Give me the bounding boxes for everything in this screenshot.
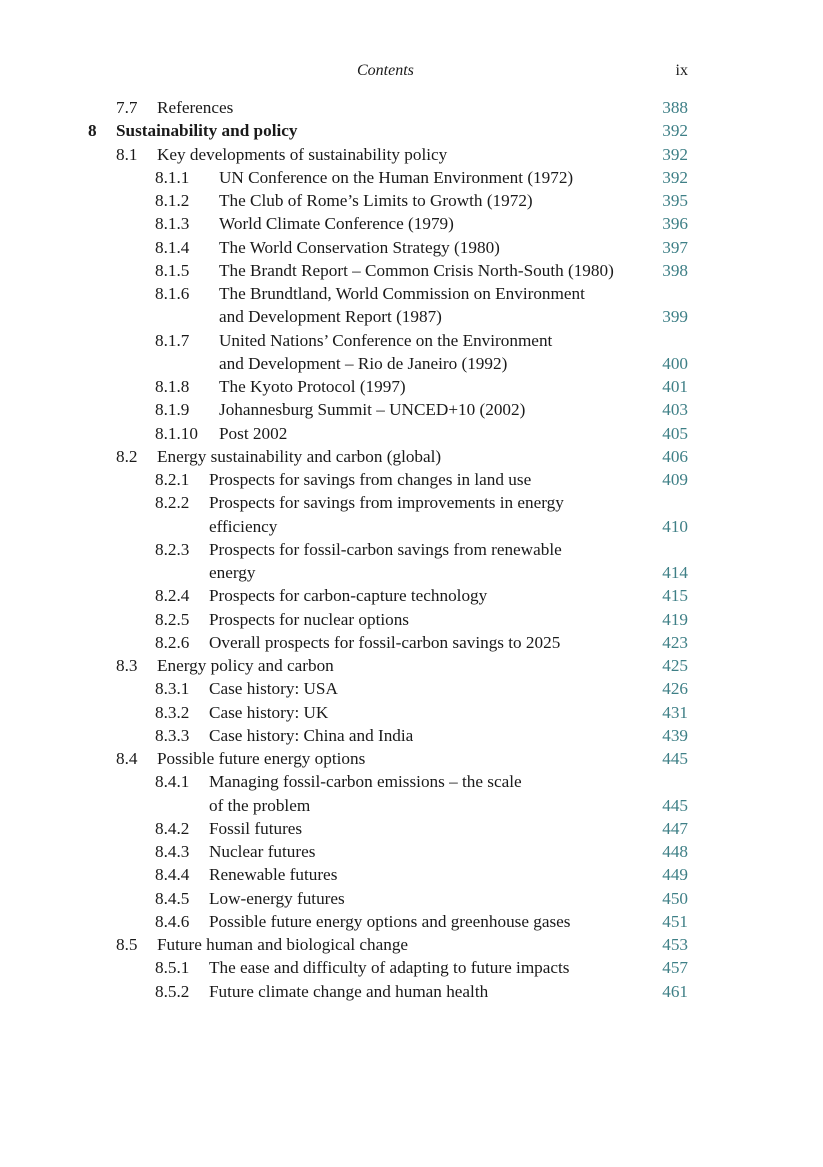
toc-entry-title-line: Fossil futures [209, 818, 303, 838]
toc-entry-number: 8.1.8 [155, 377, 190, 396]
toc-entry-page-link[interactable]: 453 [662, 935, 688, 954]
toc-entry-section[interactable] [0, 96, 823, 119]
toc-entry-sub-wide[interactable] [0, 189, 823, 212]
toc-entry-page-link[interactable]: 392 [662, 144, 688, 164]
toc-entry-title-line: energy [209, 563, 256, 582]
toc-entry-number: 8.2.1 [155, 470, 190, 489]
toc-entry-number: 7.7 [116, 98, 138, 117]
toc-entry-number: 8.3.1 [155, 679, 190, 699]
toc-entry-number: 8.5.2 [155, 981, 190, 1001]
toc-entry-number: 8.1.10 [155, 423, 198, 443]
toc-entry-sub[interactable] [0, 468, 823, 491]
toc-entry-page-link[interactable]: 461 [662, 981, 688, 1001]
toc-entry-page-link[interactable]: 415 [662, 586, 688, 606]
toc-entry-page-link[interactable]: 439 [662, 725, 688, 745]
toc-entry-title-line: Case history: China and India [209, 725, 414, 745]
table-of-contents [0, 96, 823, 1003]
toc-entry-section[interactable] [0, 747, 823, 770]
toc-entry-title [219, 398, 525, 421]
toc-entry-number: 8.2.3 [155, 539, 190, 559]
toc-entry-number: 8.5 [116, 935, 138, 954]
toc-entry-title [209, 980, 488, 1003]
toc-entry-page-link[interactable]: 400 [662, 353, 688, 373]
toc-entry-number: 8.1.5 [155, 260, 190, 280]
toc-entry-number: 8.4.5 [155, 888, 190, 908]
toc-entry-title-line: Prospects for savings from improvements in energy [209, 493, 564, 513]
toc-entry-title [209, 491, 564, 538]
toc-entry-number: 8.2.5 [155, 609, 190, 629]
toc-entry-title [219, 282, 585, 329]
toc-entry-title [209, 840, 315, 863]
toc-entry-title-line: United Nations’ Conference on the Environment [219, 330, 553, 350]
toc-entry-title-line: Nuclear futures [209, 842, 316, 861]
toc-entry-title [219, 259, 614, 282]
running-head-title: Contents [357, 62, 414, 79]
toc-entry-page-link[interactable]: 398 [662, 260, 688, 280]
toc-entry-title [209, 770, 522, 817]
toc-entry-title-line: Possible future energy options and greenhouse gases [209, 911, 571, 931]
toc-entry-title-line: Low-energy futures [209, 888, 345, 908]
toc-entry-title [219, 422, 287, 445]
toc-entry-page-link[interactable]: 395 [662, 191, 688, 210]
toc-entry-page-link[interactable]: 403 [662, 400, 688, 420]
toc-entry-sub-wide[interactable] [0, 375, 823, 398]
toc-entry-number: 8.1 [116, 144, 138, 164]
toc-entry-title [209, 468, 531, 491]
toc-entry-sub[interactable] [0, 631, 823, 654]
toc-entry-title-line: Post 2002 [219, 423, 288, 443]
toc-entry-number: 8.1.7 [155, 330, 190, 350]
toc-entry-title [157, 933, 408, 956]
toc-entry-number: 8.2.6 [155, 632, 190, 652]
toc-entry-page-link[interactable]: 392 [662, 121, 688, 141]
toc-entry-page-link[interactable]: 445 [662, 749, 688, 768]
toc-entry-title [219, 166, 573, 189]
toc-entry-title-line: Prospects for fossil-carbon savings from renewable [209, 539, 562, 559]
toc-entry-page-link[interactable]: 409 [662, 470, 688, 489]
toc-entry-page-link[interactable]: 426 [662, 679, 688, 699]
toc-entry-section[interactable] [0, 143, 823, 166]
toc-entry-sub[interactable] [0, 910, 823, 933]
toc-entry-title-line: The World Conservation Strategy (1980) [219, 237, 500, 257]
toc-entry-number: 8.3.3 [155, 725, 190, 745]
toc-entry-sub[interactable] [0, 840, 823, 863]
toc-entry-title [209, 608, 409, 631]
toc-entry-page-link[interactable]: 457 [662, 958, 688, 978]
toc-entry-title-line: Overall prospects for fossil-carbon savings to 2025 [209, 632, 561, 652]
toc-entry-title [209, 887, 345, 910]
toc-entry-sub-wide[interactable] [0, 259, 823, 282]
toc-entry-page-link[interactable]: 445 [662, 795, 688, 815]
toc-entry-title [219, 375, 406, 398]
toc-entry-page-link[interactable]: 396 [662, 214, 688, 234]
toc-entry-page-link[interactable]: 405 [662, 423, 688, 443]
toc-entry-page-link[interactable]: 431 [662, 702, 688, 722]
toc-entry-title-line: The ease and difficulty of adapting to future impacts [209, 958, 570, 978]
toc-entry-page-link[interactable]: 399 [662, 307, 688, 327]
toc-entry-title-line: The Club of Rome’s Limits to Growth (1972) [219, 191, 533, 210]
toc-entry-number: 8.4 [116, 749, 138, 768]
toc-entry-sub[interactable] [0, 863, 823, 886]
toc-entry-title [209, 584, 487, 607]
toc-entry-number: 8.1.6 [155, 284, 190, 303]
toc-entry-page-link[interactable]: 401 [662, 377, 688, 396]
toc-entry-title-line: World Climate Conference (1979) [219, 214, 454, 234]
toc-entry-title [157, 96, 233, 119]
toc-entry-sub[interactable] [0, 701, 823, 724]
toc-entry-number: 8 [88, 121, 97, 141]
toc-entry-title-line: UN Conference on the Human Environment (1972) [219, 167, 574, 187]
toc-entry-sub-wide[interactable] [0, 212, 823, 235]
toc-entry-sub[interactable] [0, 956, 823, 979]
toc-entry-title [219, 189, 533, 212]
toc-entry-number: 8.1.4 [155, 237, 190, 257]
toc-entry-page-link[interactable]: 397 [662, 237, 688, 257]
toc-entry-title [209, 817, 302, 840]
toc-entry-title-line: efficiency [209, 516, 278, 536]
toc-entry-number: 8.2 [116, 446, 138, 466]
toc-entry-title [209, 863, 337, 886]
toc-entry-title-line: References [157, 98, 234, 117]
toc-entry-sub-wide[interactable] [0, 236, 823, 259]
running-head [0, 62, 823, 84]
toc-entry-title [157, 445, 441, 468]
toc-entry-title-line: and Development – Rio de Janeiro (1992) [219, 353, 508, 373]
toc-entry-number: 8.1.1 [155, 167, 190, 187]
toc-entry-sub-wide[interactable] [0, 422, 823, 445]
toc-entry-sub[interactable] [0, 584, 823, 607]
toc-entry-title-line: Future human and biological change [157, 935, 409, 954]
toc-entry-title [157, 747, 365, 770]
toc-entry-title [209, 631, 560, 654]
toc-entry-sub[interactable] [0, 608, 823, 631]
toc-entry-number: 8.3.2 [155, 702, 190, 722]
toc-entry-sub-wide[interactable] [0, 329, 823, 376]
toc-entry-title-line: and Development Report (1987) [219, 307, 442, 327]
toc-entry-page-link[interactable]: 450 [662, 888, 688, 908]
toc-entry-title-line: Managing fossil-carbon emissions – the scale [209, 772, 522, 792]
toc-entry-number: 8.2.2 [155, 493, 190, 513]
toc-entry-page-link[interactable]: 419 [662, 609, 688, 629]
toc-entry-title [209, 677, 338, 700]
toc-entry-title-line: Case history: UK [209, 702, 329, 722]
toc-entry-number: 8.4.4 [155, 865, 190, 885]
toc-entry-title [219, 212, 454, 235]
toc-entry-title-line: Prospects for carbon-capture technology [209, 586, 488, 606]
toc-entry-title [209, 910, 571, 933]
toc-entry-section[interactable] [0, 933, 823, 956]
toc-entry-number: 8.1.2 [155, 191, 190, 210]
toc-entry-page-link[interactable]: 451 [662, 911, 688, 931]
toc-entry-page-link[interactable]: 414 [662, 563, 688, 582]
toc-entry-sub-wide[interactable] [0, 282, 823, 329]
toc-entry-section[interactable] [0, 445, 823, 468]
toc-entry-sub-wide[interactable] [0, 398, 823, 421]
toc-entry-number: 8.3 [116, 656, 138, 675]
toc-entry-number: 8.4.6 [155, 911, 190, 931]
toc-entry-title-line: Case history: USA [209, 679, 338, 699]
toc-entry-page-link[interactable]: 392 [662, 167, 688, 187]
toc-entry-title-line: Future climate change and human health [209, 981, 489, 1001]
toc-entry-sub[interactable] [0, 887, 823, 910]
toc-entry-title [209, 701, 328, 724]
toc-entry-chapter[interactable] [0, 119, 823, 142]
toc-entry-title [209, 538, 562, 585]
toc-entry-page-link[interactable]: 388 [662, 98, 688, 117]
toc-entry-title-line: Prospects for nuclear options [209, 609, 409, 629]
running-head-page-number: ix [675, 62, 688, 79]
toc-entry-page-link[interactable]: 448 [662, 842, 688, 861]
toc-entry-title-line: Johannesburg Summit – UNCED+10 (2002) [219, 400, 526, 420]
toc-entry-title-line: Prospects for savings from changes in land use [209, 470, 532, 489]
toc-entry-page-link[interactable]: 447 [662, 818, 688, 838]
toc-entry-page-link[interactable]: 406 [662, 446, 688, 466]
toc-entry-title-line: of the problem [209, 795, 311, 815]
toc-entry-number: 8.5.1 [155, 958, 190, 978]
toc-entry-sub[interactable] [0, 980, 823, 1003]
toc-entry-title-line: The Brundtland, World Commission on Environment [219, 284, 585, 303]
toc-entry-title-line: The Brandt Report – Common Crisis North-South (1980) [219, 260, 614, 280]
toc-entry-title-line: Key developments of sustainability policy [157, 144, 448, 164]
toc-entry-page-link[interactable]: 410 [662, 516, 688, 536]
toc-entry-title-line: Energy policy and carbon [157, 656, 334, 675]
toc-entry-sub[interactable] [0, 770, 823, 817]
toc-entry-title-line: Sustainability and policy [116, 121, 298, 141]
toc-entry-page-link[interactable]: 449 [662, 865, 688, 885]
toc-entry-number: 8.1.9 [155, 400, 190, 420]
toc-entry-number: 8.4.2 [155, 818, 190, 838]
toc-entry-section[interactable] [0, 654, 823, 677]
toc-entry-page-link[interactable]: 425 [662, 656, 688, 675]
toc-entry-title-line: Possible future energy options [157, 749, 366, 768]
toc-entry-number: 8.4.3 [155, 842, 190, 861]
toc-entry-title [209, 724, 413, 747]
toc-entry-title [116, 119, 297, 142]
toc-entry-title [219, 329, 552, 376]
toc-entry-title [157, 654, 334, 677]
toc-entry-title-line: Energy sustainability and carbon (global) [157, 446, 442, 466]
toc-entry-title [219, 236, 500, 259]
toc-entry-sub[interactable] [0, 491, 823, 538]
toc-entry-title-line: The Kyoto Protocol (1997) [219, 377, 406, 396]
toc-entry-title [157, 143, 447, 166]
toc-entry-page-link[interactable]: 423 [662, 632, 688, 652]
toc-entry-sub[interactable] [0, 677, 823, 700]
toc-entry-sub[interactable] [0, 538, 823, 585]
toc-entry-number: 8.2.4 [155, 586, 190, 606]
toc-entry-title [209, 956, 570, 979]
toc-entry-sub-wide[interactable] [0, 166, 823, 189]
toc-entry-sub[interactable] [0, 817, 823, 840]
toc-entry-number: 8.1.3 [155, 214, 190, 234]
toc-entry-title-line: Renewable futures [209, 865, 338, 885]
toc-entry-sub[interactable] [0, 724, 823, 747]
toc-entry-number: 8.4.1 [155, 772, 190, 792]
